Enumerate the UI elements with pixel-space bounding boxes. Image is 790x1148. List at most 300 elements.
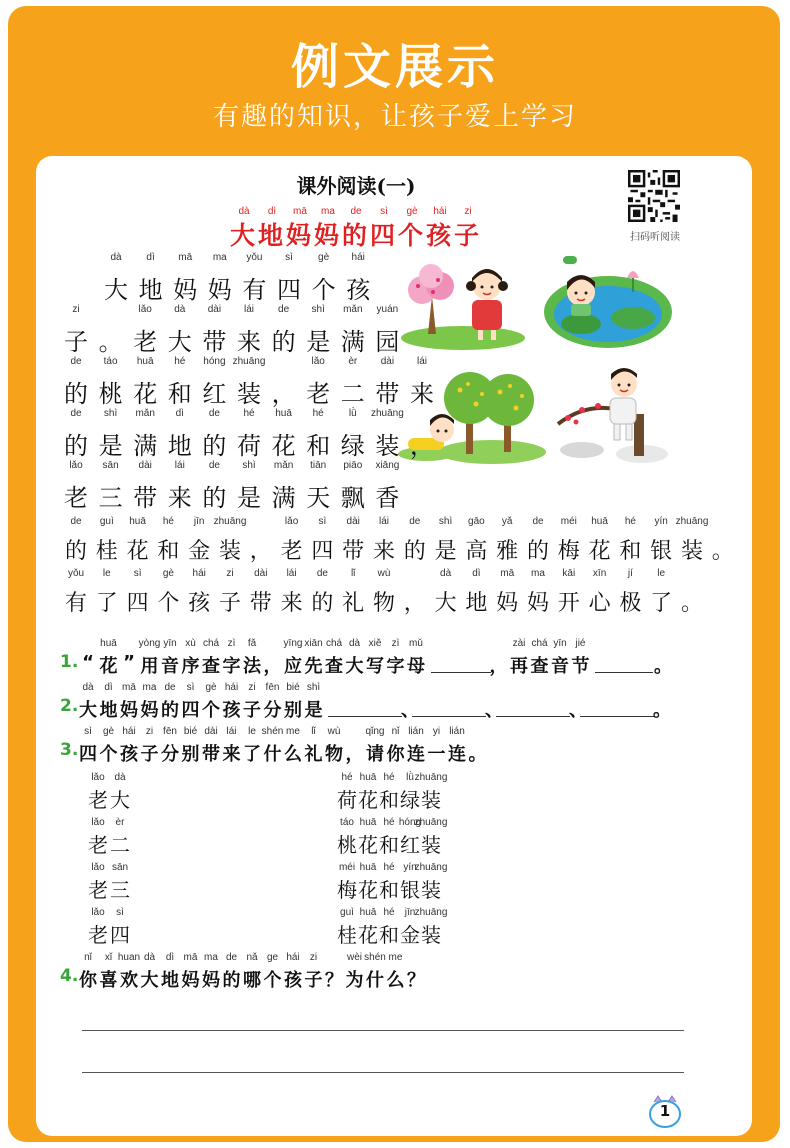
story-char: 。 [711,539,734,564]
story-char: 带 [202,328,227,356]
pinyin-syllable: hé [243,408,255,419]
story-char: 礼 [342,591,365,616]
pinyin-syllable: méi [560,516,577,527]
story-char: 来 [237,328,261,356]
question-char: 分 [161,744,179,765]
pinyin-syllable: shì [438,516,453,527]
pinyin-syllable: lǎo [311,356,325,367]
pinyin-syllable: dà [440,568,452,579]
pinyin-syllable: zi [72,304,80,315]
match-left-char: 老 [88,878,108,902]
question-char: 带 [202,744,220,765]
story-char: 妈 [173,276,198,304]
pinyin-syllable: wèi [346,952,363,963]
pinyin-syllable: hé [162,516,174,527]
match-right-char: 装 [421,833,441,857]
story-char: 带 [133,484,158,512]
pinyin-syllable: hái [224,682,239,693]
story-char: 满 [340,328,365,356]
pinyin-syllable: de [350,206,362,217]
story-char: 桃 [98,380,123,408]
question-3-number: 3. [60,740,79,760]
answer-line-1[interactable] [82,1030,684,1031]
question-char: 妈 [181,970,200,991]
pinyin-syllable: jí [627,568,633,579]
pinyin-syllable: mǎn [273,460,294,471]
pinyin-syllable: lǐ [311,726,316,737]
pinyin-syllable: táo [103,356,118,367]
pinyin-syllable: dì [175,408,184,419]
pinyin-syllable: ma [204,952,218,963]
pinyin-syllable: wù [327,726,341,737]
pinyin-syllable: bié [286,682,300,693]
story-char: 来 [167,484,192,512]
match-right-char: 梅 [337,878,357,902]
pinyin-syllable: le [657,568,666,579]
story-char: 梅 [557,539,580,564]
pinyin-syllable: hé [312,408,324,419]
pinyin-syllable: yín [403,862,417,873]
question-char: 音 [161,656,179,677]
story-char: 满 [271,484,296,512]
match-right-char: 荷 [337,788,357,812]
story-char: 桂 [95,539,118,564]
pinyin-syllable: sì [84,726,92,737]
pinyin-syllable: nǐ [84,952,92,963]
match-right-char: 和 [379,878,399,902]
question-char: 的 [161,700,179,721]
pinyin-syllable: dì [104,682,113,693]
story-char: 金 [188,539,211,564]
question-char: 。 [654,656,672,677]
question-char: 字 [386,656,405,677]
pinyin-syllable: zài [512,638,526,649]
story-char: 红 [202,380,227,408]
match-right-char: 银 [400,878,420,902]
story-char: 老 [133,328,158,356]
story-char: 妈 [526,591,550,616]
pinyin-syllable: dà [238,206,250,217]
pinyin-syllable: hóng [398,817,422,828]
question-char: 先 [304,656,323,677]
pinyin-syllable: xiān [304,638,323,649]
lotus-pond-boy-illustration [541,252,675,350]
answer-blank-child[interactable] [580,716,654,717]
pinyin-syllable: guì [340,907,354,918]
answer-blank-child[interactable] [412,716,486,717]
pinyin-syllable: huā [359,817,377,828]
story-char: 绿 [340,432,365,460]
question-char: 物 [325,744,343,765]
pinyin-syllable: zhuāng [370,408,404,419]
pinyin-syllable: chá [325,638,343,649]
question-char: ？ [407,970,425,991]
pinyin-syllable: dà [174,304,186,315]
match-right-char: 花 [358,878,378,902]
story-char: 银 [650,539,673,564]
pinyin-syllable: yǒu [67,568,85,579]
answer-blank-capital-letter[interactable] [431,672,491,673]
story-char: 子 [64,328,88,356]
answer-blank-syllable[interactable] [595,672,653,673]
pinyin-syllable: de [278,304,290,315]
story-char: 的 [311,591,334,616]
question-char: 地 [161,970,179,991]
story-char: 带 [375,380,400,408]
story-char: 飘 [340,484,365,512]
pinyin-syllable: dài [380,356,395,367]
pinyin-syllable: yòng [138,638,161,649]
story-char: 开 [557,591,580,616]
story-char: 天 [306,484,331,512]
pinyin-syllable: zhuāng [414,907,448,918]
question-char: 母 [407,656,425,677]
story-char: 是 [434,539,457,564]
pinyin-syllable: gāo [468,516,485,527]
pinyin-syllable: huā [100,638,117,649]
pinyin-syllable: zi [145,726,154,737]
question-char: 子 [243,700,261,721]
question-char: 大 [345,656,364,677]
pinyin-syllable: dài [207,304,222,315]
question-char: 请 [366,744,384,765]
story-char: 的 [526,539,550,564]
story-char: 和 [167,380,192,408]
pinyin-syllable: lǎo [69,460,83,471]
pinyin-syllable: mǎn [343,304,363,315]
match-right-char: 花 [358,788,378,812]
story-char: 四 [277,276,301,304]
pinyin-syllable: hé [383,907,395,918]
story-char: 花 [271,432,296,460]
pinyin-syllable: yǎ [501,516,513,527]
pinyin-syllable: hóng [203,356,226,367]
match-right-char: 装 [421,788,441,812]
pinyin-syllable: lǎo [138,304,152,315]
question-1-number: 1. [60,652,79,672]
pinyin-syllable: me [388,952,403,963]
question-char: 的 [222,970,241,991]
answer-line-2[interactable] [82,1072,684,1073]
story-char: 装 [218,539,242,564]
question-char: 个 [99,744,118,765]
question-char: 孩 [284,970,302,991]
pinyin-syllable: kāi [562,568,576,579]
question-char: 分 [263,700,282,721]
pinyin-syllable: yīng [283,638,303,649]
pinyin-syllable: dì [472,568,481,579]
match-right-char: 桂 [337,923,357,947]
pinyin-syllable: ma [531,568,545,579]
pinyin-syllable: ma [212,252,227,263]
story-char: 带 [249,591,272,616]
pinyin-syllable: táo [340,817,354,828]
pinyin-syllable: de [316,568,328,579]
pinyin-syllable: lái [416,356,428,367]
pinyin-syllable: yín [654,516,668,527]
question-char: 音 [551,656,569,677]
pinyin-syllable: èr [115,817,125,828]
pinyin-syllable: lǎo [284,516,299,527]
pinyin-syllable: mǔ [409,638,423,649]
match-right-char: 和 [379,833,399,857]
question-char: 妈 [120,700,138,721]
story-char: 大 [104,276,128,304]
question-char: ， [263,656,282,677]
pinyin-syllable: hái [433,206,447,217]
story-char: 地 [138,276,163,304]
story-char: 四 [311,539,334,564]
story-char: 带 [342,539,365,564]
pinyin-syllable: de [164,682,176,693]
pinyin-syllable: lái [174,460,185,471]
story-char: 心 [588,591,611,616]
story-char: 是 [306,328,331,356]
story-char: 来 [372,539,396,564]
pinyin-syllable: lǜ [406,772,414,783]
question-char: 妈 [140,700,159,721]
pinyin-syllable: hái [286,952,300,963]
question-char: 大 [79,700,97,721]
story-char: 妈 [496,591,519,616]
pinyin-syllable: yi [432,726,441,737]
story-char: 花 [133,380,158,408]
pinyin-syllable: zhuāng [232,356,266,367]
pinyin-syllable: mā [293,206,307,217]
pinyin-syllable: bié [183,726,198,737]
pinyin-syllable: zhuāng [675,516,709,527]
qr-code-icon[interactable] [628,170,680,222]
story-char: 满 [133,432,158,460]
pinyin-syllable: shì [242,460,256,471]
story-char: 子 [218,591,242,616]
story-char: 有 [242,276,267,304]
story-char: 老 [64,484,88,512]
question-char: 个 [202,700,220,721]
answer-blank-child[interactable] [328,716,402,717]
question-char: 字 [222,656,241,677]
match-right-char: 和 [379,788,399,812]
match-right-char: 花 [358,923,378,947]
pinyin-syllable: zi [464,206,472,217]
match-left-char: 老 [88,833,108,857]
pinyin-syllable: dài [254,568,268,579]
pinyin-syllable: chá [202,638,220,649]
story-char: 装 [680,539,704,564]
story-char: 的 [202,432,227,460]
question-char: 大 [140,970,159,991]
pinyin-syllable: mā [122,682,136,693]
pinyin-syllable: zi [226,568,234,579]
story-char: 荷 [237,432,261,460]
story-char: 了 [95,591,118,616]
pinyin-syllable: dài [204,726,218,737]
pinyin-syllable: sān [102,460,119,471]
question-char: 、 [569,700,587,721]
story-char: ， [403,591,426,616]
question-char: 孩 [120,744,138,765]
pinyin-syllable: de [208,408,220,419]
pinyin-syllable: fēn [265,682,280,693]
story-char: 雅 [496,539,519,564]
pinyin-syllable: fēn [163,726,177,737]
pinyin-syllable: de [208,460,220,471]
match-right-char: 装 [421,923,441,947]
match-right-char: 红 [400,833,420,857]
story-char: 园 [375,328,400,356]
pinyin-syllable: xù [185,638,196,649]
pinyin-syllable: de [409,516,421,527]
question-char: 、 [401,700,419,721]
story-char: 花 [126,539,149,564]
question-char: 再 [510,656,528,677]
story-char: 个 [311,276,336,304]
pinyin-syllable: hái [122,726,136,737]
story-char: 极 [619,591,642,616]
match-right-char: 绿 [400,788,420,812]
question-char: 法 [243,656,261,677]
question-char: 查 [325,656,343,677]
story-char: 大 [434,591,457,616]
pinyin-syllable: huā [136,356,154,367]
reading-title: 课外阅读(一) [296,174,416,198]
match-right-char: 花 [358,833,378,857]
pinyin-syllable: zhuāng [213,516,247,527]
pinyin-syllable: zhuāng [414,772,448,783]
question-char: 了 [243,744,261,765]
question-char: 个 [263,970,282,991]
question-char: 什 [263,744,282,765]
pinyin-syllable: méi [338,862,356,873]
match-left-char: 老 [88,923,108,947]
story-char: 老 [280,539,303,564]
pinyin-syllable: nǐ [391,726,400,737]
story-char: 是 [237,484,261,512]
question-char: 连 [407,744,425,765]
pinyin-syllable: èr [348,356,358,367]
question-char: 序 [181,656,200,677]
pinyin-syllable: mā [178,252,193,263]
pinyin-syllable: lái [243,304,255,315]
question-char: 节 [571,656,590,677]
story-char: 香 [375,484,400,512]
pinyin-syllable: lǎo [91,907,105,918]
pinyin-syllable: dài [346,516,360,527]
pinyin-syllable: guì [99,516,114,527]
story-char: 了 [650,591,673,616]
story-char: 地 [167,432,192,460]
pinyin-syllable: huā [129,516,146,527]
pinyin-syllable: sì [380,206,388,217]
question-char: 用 [140,656,159,677]
pinyin-syllable: zi [309,952,318,963]
story-char: 装 [237,380,261,408]
pinyin-syllable: sì [318,516,327,527]
story-char: 和 [619,539,642,564]
question-char: 。 [468,744,487,765]
question-char: 子 [140,744,159,765]
pinyin-syllable: zì [227,638,236,649]
question-char: ， [489,656,508,677]
pinyin-syllable: mā [500,568,515,579]
story-char: 有 [64,591,88,616]
story-char: 老 [306,380,331,408]
pinyin-syllable: gè [102,726,115,737]
pinyin-syllable: lián [408,726,424,737]
match-left-char: 三 [110,878,130,902]
story-char: 大 [167,328,192,356]
question-char: 查 [530,656,549,677]
question-char: 应 [284,656,302,677]
question-char: 四 [79,744,97,765]
pinyin-syllable: huā [591,516,608,527]
story-char: 的 [271,328,296,356]
pinyin-syllable: zhuāng [414,862,448,873]
question-char: 什 [366,970,384,991]
story-char: 是 [98,432,123,460]
pinyin-syllable: hé [624,516,636,527]
story-char: 四 [126,591,149,616]
pinyin-syllable: lái [226,726,237,737]
match-left-char: 老 [88,788,108,812]
pinyin-syllable: hé [174,356,186,367]
question-char: 四 [181,700,200,721]
question-char: “ [82,652,94,673]
pinyin-syllable: fǎ [247,638,257,649]
match-left-char: 大 [110,788,130,812]
pinyin-syllable: dà [143,952,156,963]
story-char: 来 [280,591,303,616]
pinyin-syllable: dà [110,252,122,263]
pinyin-syllable: shì [103,408,118,419]
story-char: 花 [588,539,611,564]
question-char: 孩 [222,700,241,721]
pinyin-syllable: hé [341,772,353,783]
peach-blossom-girl-illustration [398,256,528,350]
question-char: 妈 [202,970,220,991]
pinyin-syllable: hái [351,252,365,263]
question-char: 为 [345,970,364,991]
question-char: ” [123,652,135,673]
pinyin-syllable: xǐ [104,952,113,963]
pinyin-syllable: de [225,952,238,963]
pinyin-syllable: jié [575,638,586,649]
story-char: 和 [306,432,331,460]
answer-blank-child[interactable] [496,716,570,717]
pinyin-syllable: huā [359,907,377,918]
pinyin-syllable: gè [205,682,217,693]
story-char: 地 [465,591,488,616]
pinyin-syllable: ma [142,682,157,693]
pinyin-syllable: gè [162,568,174,579]
match-left-char: 四 [110,923,130,947]
pinyin-syllable: sān [111,862,129,873]
pinyin-syllable: huan [117,952,141,963]
pinyin-syllable: me [286,726,300,737]
story-char: 高 [465,539,488,564]
page-number: 1 [659,1102,671,1120]
pinyin-syllable: chá [531,638,548,649]
question-char: 喜 [99,970,118,991]
question-char: 花 [99,656,118,677]
pinyin-syllable: yīn [553,638,567,649]
pinyin-syllable: lǎo [91,862,105,873]
pinyin-syllable: dài [138,460,152,471]
pinyin-syllable: shén [261,726,284,737]
question-char: 么 [284,744,302,765]
match-left-char: 二 [110,833,130,857]
story-char: 孩 [188,591,211,616]
